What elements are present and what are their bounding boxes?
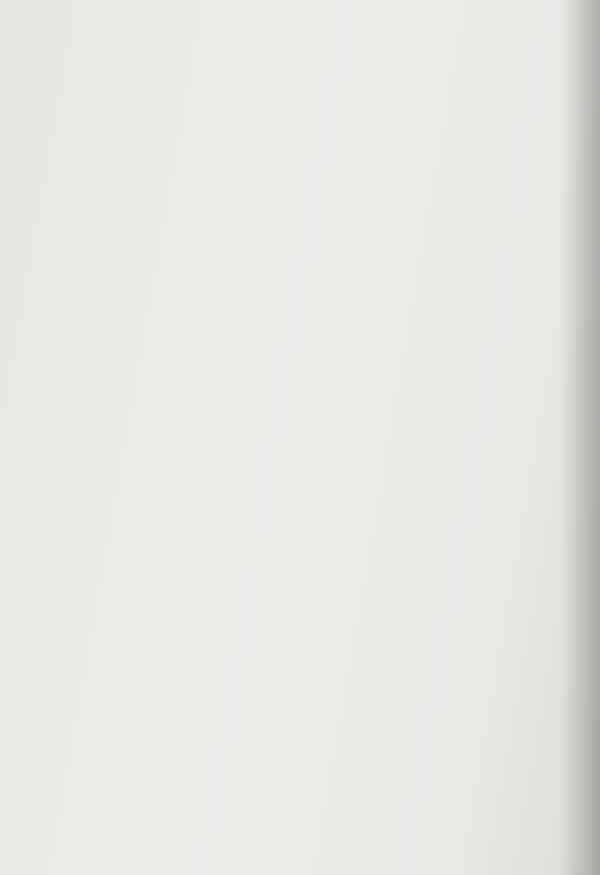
page-gutter-shadow [560, 0, 600, 875]
chapter-list [32, 20, 552, 31]
continued-entries [32, 20, 552, 31]
table-of-contents [32, 20, 552, 31]
